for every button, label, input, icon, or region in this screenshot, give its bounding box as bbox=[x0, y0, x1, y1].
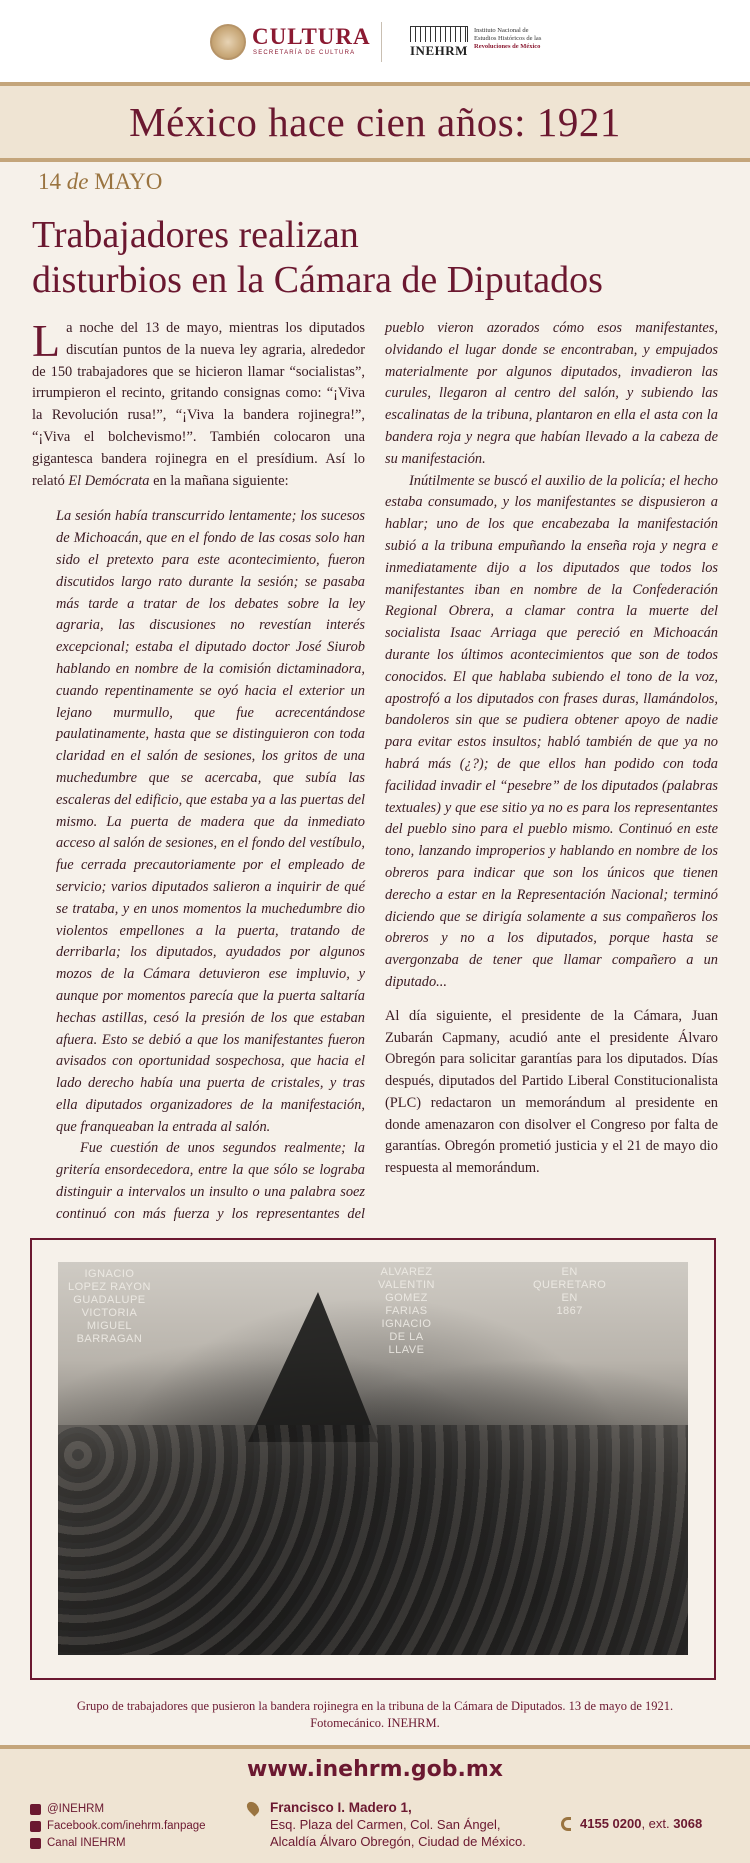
cultura-wordmark: CULTURA bbox=[252, 24, 371, 49]
address-line-2: Esq. Plaza del Carmen, Col. San Ángel, bbox=[270, 1817, 501, 1832]
crowd-texture bbox=[58, 1425, 688, 1655]
location-pin-icon bbox=[245, 1800, 262, 1817]
cultura-subtitle: SECRETARÍA DE CULTURA bbox=[253, 50, 356, 56]
youtube-link[interactable] bbox=[30, 1835, 206, 1852]
logo-divider bbox=[381, 22, 382, 62]
headline-line-2: disturbios en la Cámara de Diputados bbox=[32, 259, 603, 301]
wall-inscription-center: ALVAREZ VALENTIN GOMEZ FARIAS IGNACIO DE LA LLAVE bbox=[378, 1266, 435, 1356]
date-de: de bbox=[66, 169, 89, 194]
wall-inscription-right: EN QUERETARO EN 1867 bbox=[533, 1266, 607, 1317]
closing-text-b: ) redactaron un memorándum al presidente en donde amenazaron con disolver el Congreso por falta de garantías. Obregón prometió justicia y el 21 de mayo dio respuesta al memorándum. bbox=[385, 1094, 718, 1177]
banner-title: México hace cien años: 1921 bbox=[129, 99, 621, 145]
cultura-logo[interactable] bbox=[210, 22, 370, 62]
closing-abbr: PLC bbox=[389, 1094, 417, 1111]
twitter-icon bbox=[30, 1804, 41, 1815]
phone-icon bbox=[561, 1817, 571, 1831]
inehrm-desc-line-2: Estudios Históricos de las bbox=[474, 35, 542, 42]
photo-caption bbox=[40, 1698, 710, 1732]
facebook-url: Facebook.com/inehrm.fanpage bbox=[47, 1820, 206, 1832]
quote-paragraph-3: Inútilmente se buscó el auxilio de la policía; el hecho estaba consumado, y los manifestantes se dispusieron a hablar; uno de los que encabezaba la manifestación subió a la tribuna empuñando la enseña roja y negra e inmediatamente dijo a los diputados que todos los manifestantes iban en nombre de la Confederación Regional Obrera, a clamar contra la muerte del socialista Isaac Arriaga que pereció en Michoacán durante los últimos acontecimientos que son de todos conocidos. El que hablaba subiendo el tono de la voz, apostrofó a los diputados con frases duras, llamándolos, bandoleros sin que se pudiera obtener apoyo de nadie para evitar estos insultos; habló también de que ya no habrá más (¿?); de que ellos han podido con toda facilidad invadir el “pesebre” de los diputados (palabras textuales) y que ese sitio ya no es para los representantes del pueblo sino para el pueblo mismo. Continuó en este tono, lanzando improperios y hablando en nombre de los obreros para indicar que son los únicos que tienen derecho a estar en la Representación Nacional; terminó diciendo que se dirigía solamente a sus compañeros los obreros y no a los diputados, porque hasta se avergonzaba de tener que llamar compañero a un diputado... bbox=[385, 472, 718, 990]
title-banner bbox=[0, 82, 750, 162]
historic-photo bbox=[58, 1262, 688, 1655]
photo-frame bbox=[30, 1238, 716, 1680]
youtube-icon bbox=[30, 1838, 41, 1849]
address-line-1: Francisco I. Madero 1, bbox=[270, 1800, 412, 1815]
phone-number[interactable] bbox=[580, 1816, 702, 1831]
drop-cap: L bbox=[32, 315, 61, 366]
article-column-left bbox=[32, 315, 365, 1225]
inehrm-wordmark: INEHRM bbox=[410, 43, 468, 58]
closing-paragraph bbox=[385, 1006, 718, 1180]
address-line-3: Alcaldía Álvaro Obregón, Ciudad de México. bbox=[270, 1834, 526, 1849]
intro-text: a noche del 13 de mayo, mientras los diputados discutían puntos de la nueva ley agraria, alrededor de 150 trabajadores que se hicieron llamar “socialistas”, irrumpieron el recinto, gritando consignas como: “¡Viva la Revolución rusa!”, “¡Viva la bandera rojinegra!”, “¡Viva el bolchevismo!”. También colocaron una gigantesca bandera rojinegra en el presídium. Así lo relató bbox=[32, 320, 365, 489]
intro-paragraph bbox=[32, 315, 365, 492]
quote-continued bbox=[385, 318, 718, 471]
quote-paragraph-1: La sesión había transcurrido lentamente; los sucesos de Michoacán, que en el fondo de las cosas solo han sido el pretexto para este acontecimiento, fueron discutidos largo rato durante la sesión; se pasaba más tarde a tratar de los debates sobre la ley agraria, las discusiones no revestían interés excepcional; estaba el diputado doctor José Siurob hablando en nombre de la comisión dictaminadora, cuando repentinamente se oyó hacia el exterior un lejano murmullo, que fue acrecentándose paulatinamente, hasta que se distinguieron con toda claridad en el salón de sesiones, los gritos de una muchedumbre que se acercaba, que subía las escaleras del edificio, que estaba ya a las puertas del mismo. La puerta de madera que da inmediato acceso al salón de sesiones, en el fondo del vestíbulo, fue cerrada precautoriamente por el empleado de servicio; varios diputados salieron a inquirir de qué se trataba, y en unos momentos la muchedumbre dio violentos empellones a la puerta, tratando de derribarla; los diputados, ayudados por algunos mozos de la Cámara detuvieron ese impluvio, y aunque por momentos parecía que la puerta saltaría hechas astillas, cesó la presión de los que estaban afuera. Esto se debió a que los manifestantes fueron avisados con oportunidad sospechosa, que hacia el lado derecho había una puerta de cristales, y tras ella diputados organizadores de la manifestación, que franqueaban la entrada al salón. bbox=[56, 508, 365, 1135]
date-line bbox=[38, 169, 162, 195]
caption-line-2: Fotomecánico. bbox=[310, 1716, 385, 1730]
eagle-emblem-icon bbox=[210, 24, 246, 60]
quote-paragraph-2: Fue cuestión de unos segundos realmente; la gritería ensordecedora, entre la que sólo se lograba distinguir a intervalos un insulto o una palabra soez continuó con más fuerza y los representantes del bbox=[56, 1140, 365, 1222]
intro-end: en la mañana siguiente: bbox=[153, 472, 289, 489]
youtube-channel: Canal INEHRM bbox=[47, 1837, 126, 1849]
logo-header bbox=[0, 0, 750, 82]
quote-paragraph-2-end: pueblo vieron azorados cómo esos manifestantes, olvidando el lugar donde se encontraban, y empujados materialmente por algunos diputados, invadieron las curules, llegaron al centro del salón, y subiendo las escalinatas de la tribuna, plantaron en ella el asta con la bandera roja y negra que habían llevado a la cabeza de su manifestación. bbox=[385, 320, 718, 467]
block-quote bbox=[32, 506, 365, 1225]
phone-main: 4155 0200 bbox=[580, 1816, 642, 1831]
caption-line-1: Grupo de trabajadores que pusieron la bandera rojinegra en la tribuna de la Cámara de Diputados. 13 de mayo de 1921. bbox=[76, 1699, 674, 1713]
date-day: 14 bbox=[38, 169, 61, 194]
inehrm-desc-line-1: Instituto Nacional de bbox=[474, 27, 529, 34]
date-month: MAYO bbox=[94, 169, 163, 194]
facebook-icon bbox=[30, 1821, 41, 1832]
website-link[interactable]: www.inehrm.gob.mx bbox=[247, 1757, 503, 1782]
twitter-handle: @INEHRM bbox=[47, 1803, 105, 1815]
building-icon bbox=[410, 26, 468, 42]
article-headline bbox=[32, 213, 722, 303]
twitter-link[interactable] bbox=[30, 1801, 206, 1818]
inehrm-logo[interactable] bbox=[410, 24, 560, 60]
flag-shape bbox=[248, 1292, 378, 1442]
inehrm-desc-line-3: Revoluciones de México bbox=[474, 43, 541, 50]
phone-ext: 3068 bbox=[673, 1816, 703, 1831]
inehrm-description bbox=[474, 27, 564, 51]
headline-line-1: Trabajadores realizan bbox=[32, 214, 359, 256]
phone-ext-label: , ext. bbox=[641, 1816, 670, 1831]
caption-credit: INEHRM. bbox=[387, 1716, 440, 1730]
footer bbox=[0, 1745, 750, 1863]
address bbox=[270, 1799, 526, 1850]
social-links bbox=[30, 1801, 206, 1852]
closing-text-a: Al día siguiente, el presidente de la Cámara, Juan Zubarán Capmany, acudió ante el presidente Álvaro Obregón para solicitar garantías para los diputados. Días después, diputados del Partido Liberal Constitucionalista ( bbox=[385, 1007, 718, 1111]
article-column-right bbox=[385, 318, 718, 1180]
facebook-link[interactable] bbox=[30, 1818, 206, 1835]
intro-source: El Demócrata bbox=[68, 472, 150, 489]
wall-inscription-left: IGNACIO LOPEZ RAYON GUADALUPE VICTORIA MIGUEL BARRAGAN bbox=[68, 1268, 151, 1345]
